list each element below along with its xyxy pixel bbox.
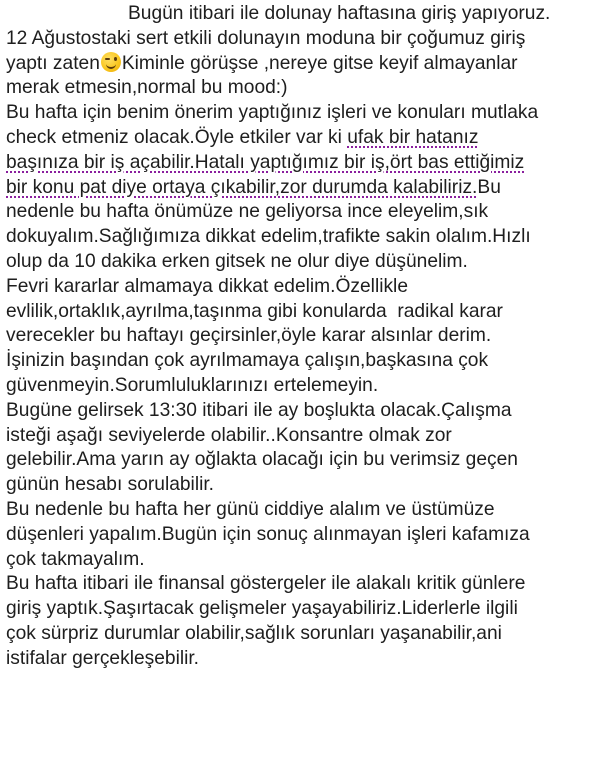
text-line-1: Bugün itibari ile dolunay haftasına giriş yapıyoruz. [128, 3, 551, 24]
text-line-19: gelebilir.Ama yarın ay oğlakta olacağı için bu verimsiz geçen [6, 449, 518, 471]
text-line-17: Bugüne gelirsek 13:30 itibari ile ay boşlukta olacak.Çalışma [6, 399, 512, 421]
text-line-6 [6, 126, 604, 151]
text-line-7 [6, 151, 604, 176]
text-line-27: istifalar gerçekleşebilir. [6, 647, 200, 669]
text-line-8 [6, 176, 604, 201]
text-segment: Kiminle görüşse ,nereye gitse keyif almayanlar [121, 52, 518, 74]
text-line-3 [6, 52, 604, 77]
text-line-5: Bu hafta için benim önerim yaptığınız işleri ve konuları mutlaka [6, 102, 539, 124]
winking-face-emoji-icon [101, 52, 121, 72]
text-line-2: 12 Ağustostaki sert etkili dolunayın moduna bir çoğumuz giriş [6, 27, 526, 49]
text-line-25: giriş yaptık.Şaşırtacak gelişmeler yaşayabiliriz.Liderlerle ilgili [6, 598, 518, 620]
text-line-20: günün hesabı sorulabilir. [6, 474, 215, 496]
text-segment: yaptı zaten [6, 52, 100, 74]
text-line-18: isteği aşağı seviyelerde olabilir..Konsantre olmak zor [6, 424, 452, 446]
text-line-26: çok sürpriz durumlar olabilir,sağlık sorunları yaşanabilir,ani [6, 622, 502, 644]
highlighted-text: ufak bir hatanız [347, 126, 479, 148]
highlighted-text: bir konu pat diye ortaya çıkabilir,zor durumda kalabiliriz. [6, 176, 478, 198]
text-line-9: nedenle bu hafta önümüze ne geliyorsa ince eleyelim,sık [6, 201, 489, 223]
highlighted-text: başınıza bir iş açabilir.Hatalı yaptığımız bir iş,ört bas ettiğimiz [6, 151, 525, 173]
text-line-24: Bu hafta itibari ile finansal göstergeler ile alakalı kritik günlere [6, 573, 526, 595]
text-line-15: İşinizin başından çok ayrılmamaya çalışın,başkasına çok [6, 350, 489, 372]
text-line-13: evlilik,ortaklık,ayrılma,taşınma gibi konularda radikal karar [6, 300, 503, 322]
text-line-14: verecekler bu haftayı geçirsinler,öyle karar alsınlar derim. [6, 325, 492, 347]
text-line-4: merak etmesin,normal bu mood:) [6, 77, 288, 99]
text-line-22: düşenleri yapalım.Bugün için sonuç alınmayan işleri kafamıza [6, 523, 530, 545]
text-segment: Bu [477, 176, 501, 198]
text-line-21: Bu nedenle bu hafta her günü ciddiye alalım ve üstümüze [6, 498, 495, 520]
text-line-11: olup da 10 dakika erken gitsek ne olur diye düşünelim. [6, 250, 468, 272]
text-line-10: dokuyalım.Sağlığımıza dikkat edelim,trafikte sakin olalım.Hızlı [6, 226, 531, 248]
text-segment: check etmeniz olacak.Öyle etkiler var ki [6, 126, 348, 148]
text-line-12: Fevri kararlar almamaya dikkat edelim.Özellikle [6, 275, 408, 297]
text-line-23: çok takmayalım. [6, 548, 145, 570]
text-line-16: güvenmeyin.Sorumluluklarınızı ertelemeyin. [6, 374, 379, 396]
